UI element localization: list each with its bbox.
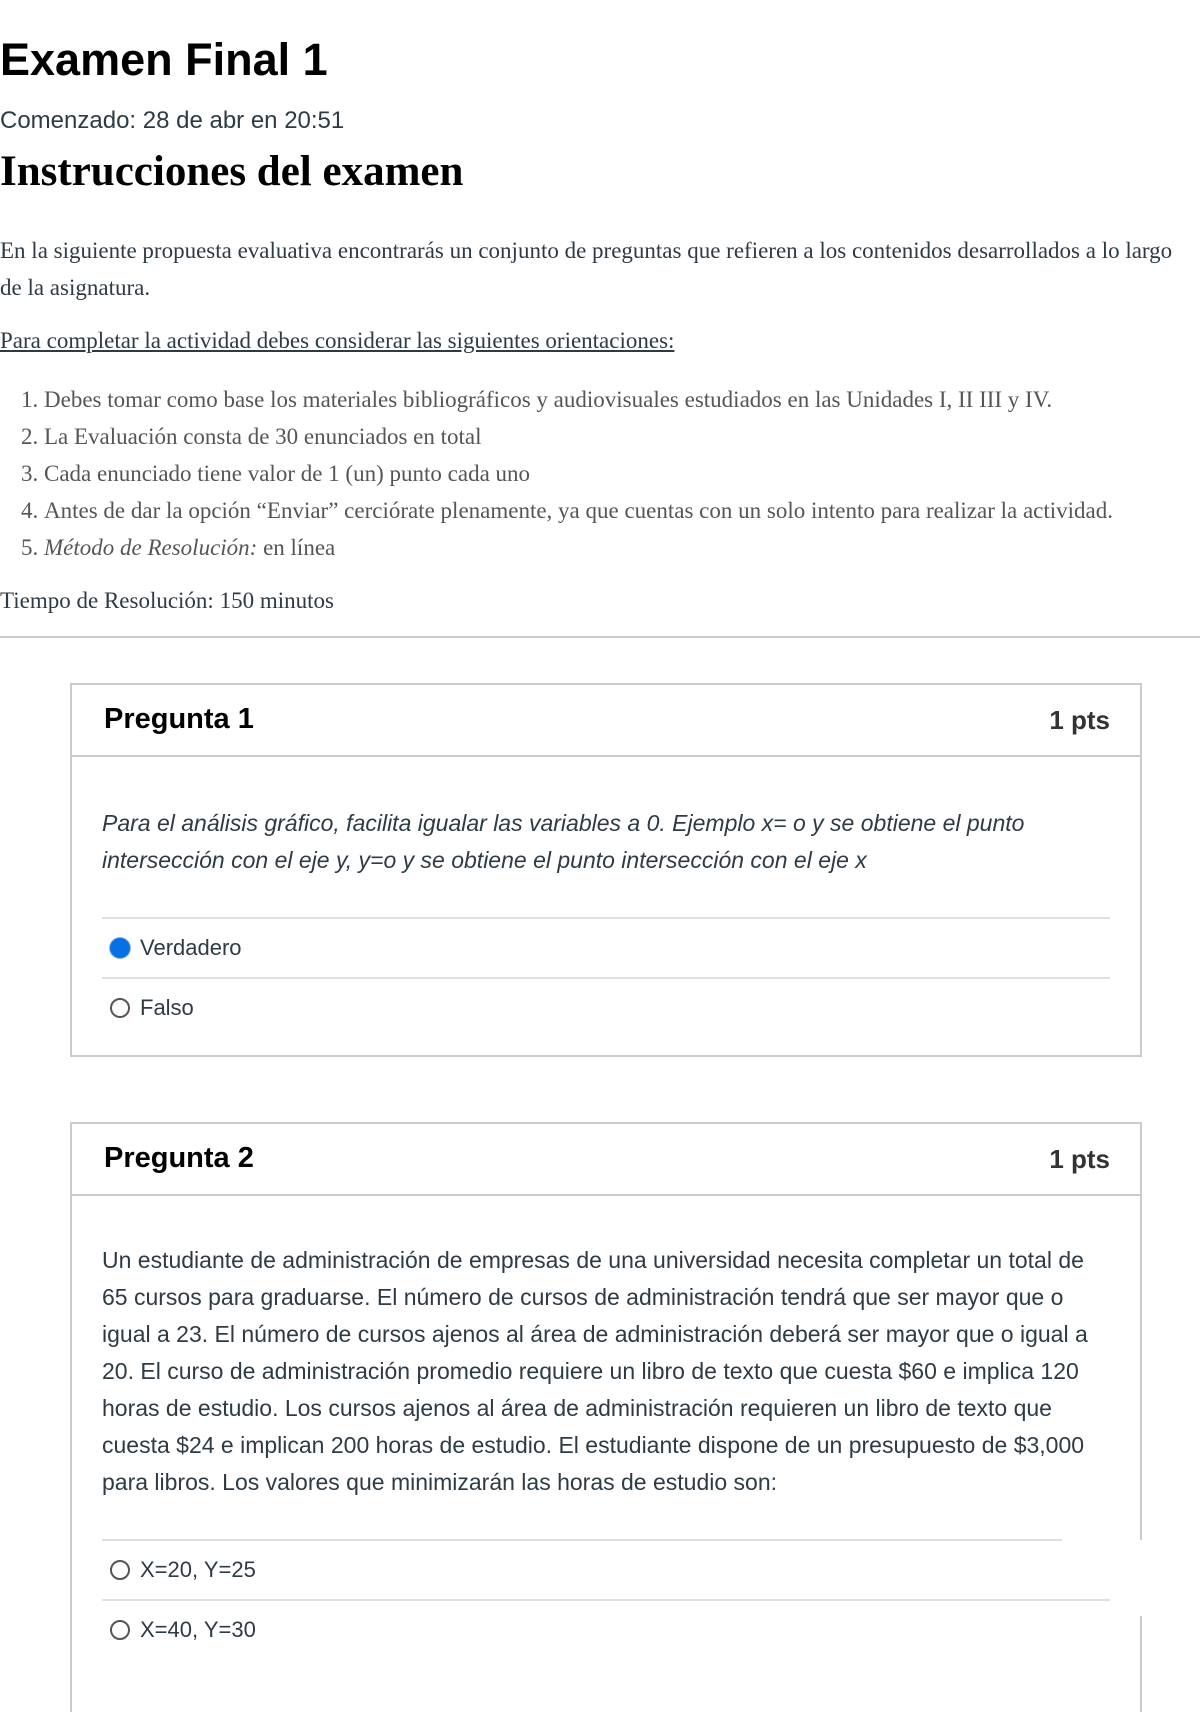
rule-item: 4. Antes de dar la opción “Enviar” cerciórate plenamente, ya que cuentas con un solo intento para realizar la actividad. (44, 492, 1113, 529)
question-text: Un estudiante de administración de empresas de una universidad necesita completar un total de 65 cursos para graduarse. El número de cursos de administración tendrá que ser mayor que o igual a 23. El número de cursos ajenos al área de administración deberá ser mayor que o igual a 20. El curso de administración promedio requiere un libro de texto que cuesta $60 e implica 120 horas de estudio. Los cursos ajenos al área de administración requieren un libro de texto que cuesta $24 e implican 200 horas de estudio. El estudiante dispone de un presupuesto de $3,000 para libros. Los valores que minimizarán las horas de estudio son: (102, 1247, 1088, 1495)
border-gap (1139, 1540, 1159, 1616)
rule-item: 2. La Evaluación consta de 30 enunciados en total (44, 418, 1113, 455)
answer-label[interactable]: Verdadero (140, 935, 242, 960)
question-body (72, 1242, 1140, 1659)
answer-list (102, 917, 1110, 1037)
question-title: Pregunta 2 (104, 1142, 254, 1174)
question-header (72, 1124, 1140, 1196)
exam-title: Examen Final 1 (0, 34, 328, 85)
radio-icon[interactable] (110, 1620, 130, 1640)
question-body (72, 805, 1140, 1037)
answer-option-verdadero[interactable] (102, 917, 1110, 977)
instructions-heading: Instrucciones del examen (0, 148, 464, 195)
instructions-intro: En la siguiente propuesta evaluativa encontrarás un conjunto de preguntas que refieren a los contenidos desarrollados a lo largo de la asignatura. (0, 238, 1173, 300)
answer-option-b[interactable] (102, 1599, 1110, 1659)
radio-icon[interactable] (110, 998, 130, 1018)
question-title: Pregunta 1 (104, 703, 254, 735)
rule-method-value: en línea (257, 535, 336, 560)
answer-label[interactable]: X=40, Y=30 (140, 1617, 256, 1642)
question-header (72, 685, 1140, 757)
answer-option-falso[interactable] (102, 977, 1110, 1037)
answer-list (102, 1539, 1110, 1659)
question-card-2 (70, 1122, 1142, 1712)
section-divider (0, 636, 1200, 638)
question-points: 1 pts (1049, 705, 1110, 735)
rule-item: 3. Cada enunciado tiene valor de 1 (un) punto cada uno (44, 455, 1113, 492)
answer-label[interactable]: X=20, Y=25 (140, 1557, 256, 1582)
answer-label[interactable]: Falso (140, 995, 194, 1020)
question-card-1 (70, 683, 1142, 1057)
rule-method-label: Método de Resolución: (44, 535, 258, 560)
radio-icon[interactable] (110, 1560, 130, 1580)
started-timestamp: Comenzado: 28 de abr en 20:51 (0, 107, 345, 134)
instruction-rules-list (0, 381, 1113, 566)
orientation-label: Para completar la actividad debes considerar las siguientes orientaciones: (0, 328, 675, 353)
rule-item: 1. Debes tomar como base los materiales bibliográficos y audiovisuales estudiados en las Unidades I, II III y IV. (44, 381, 1113, 418)
resolution-time: Tiempo de Resolución: 150 minutos (0, 588, 334, 613)
question-points: 1 pts (1049, 1144, 1110, 1174)
rule-item (44, 529, 1113, 566)
question-text: Para el análisis gráfico, facilita igualar las variables a 0. Ejemplo x= o y se obtiene el punto intersección con el eje y, y=o y se obtiene el punto intersección con el eje x (102, 810, 1025, 873)
answer-option-a[interactable] (102, 1539, 1062, 1599)
radio-selected-icon[interactable] (110, 938, 130, 958)
